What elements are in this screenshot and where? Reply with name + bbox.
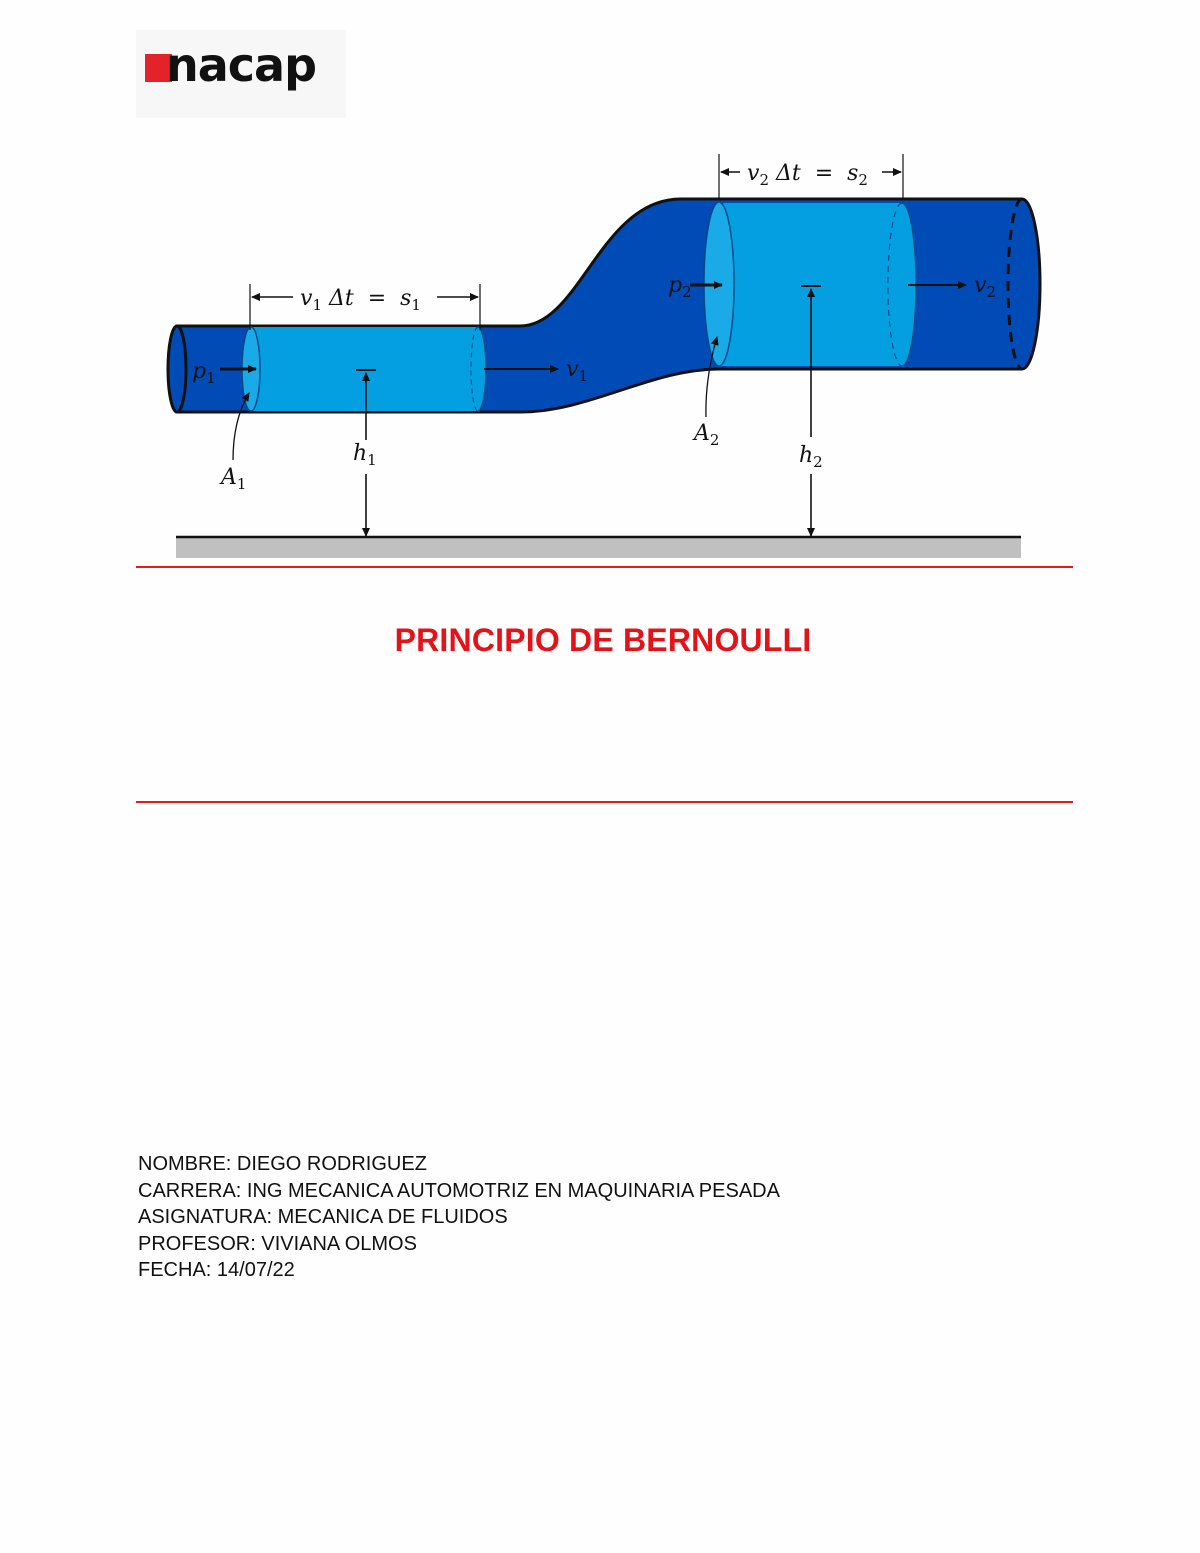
pipe-inlet: [168, 326, 186, 412]
bottom-red-rule: [136, 801, 1073, 803]
fluid-volume-2: [719, 203, 916, 366]
bernoulli-pipe-diagram: [0, 140, 1200, 565]
label-s2-equation: $v_2$ $\Delta t = s_2$: [747, 161, 868, 189]
info-asignatura: ASIGNATURA: MECANICA DE FLUIDOS: [138, 1206, 508, 1228]
label-a2: $A_2$: [694, 421, 720, 449]
label-s1-equation: $v_1$ $\Delta t = s_1$: [300, 286, 421, 314]
label-h1: $h_1$: [353, 441, 377, 469]
document-title: PRINCIPIO DE BERNOULLI: [394, 622, 812, 658]
info-profesor: PROFESOR: VIVIANA OLMOS: [138, 1232, 417, 1255]
student-info: [138, 1151, 780, 1284]
label-p2: $p_2$: [668, 273, 692, 301]
label-a1: $A_1$: [221, 465, 247, 493]
label-v1: $v_1$: [566, 357, 588, 385]
top-red-rule: [136, 566, 1073, 568]
label-p1: $p_1$: [192, 359, 216, 387]
label-v2: $v_2$: [974, 273, 996, 301]
label-h2: $h_2$: [799, 443, 823, 471]
info-fecha: FECHA: 14/07/22: [138, 1259, 295, 1281]
logo-text: nacap: [166, 38, 317, 92]
info-nombre: NOMBRE: DIEGO RODRIGUEZ: [138, 1153, 427, 1175]
inacap-logo: [136, 30, 346, 118]
ground-bar: [176, 537, 1021, 558]
info-carrera: CARRERA: ING MECANICA AUTOMOTRIZ EN MAQUINARIA PESADA: [138, 1179, 780, 1202]
